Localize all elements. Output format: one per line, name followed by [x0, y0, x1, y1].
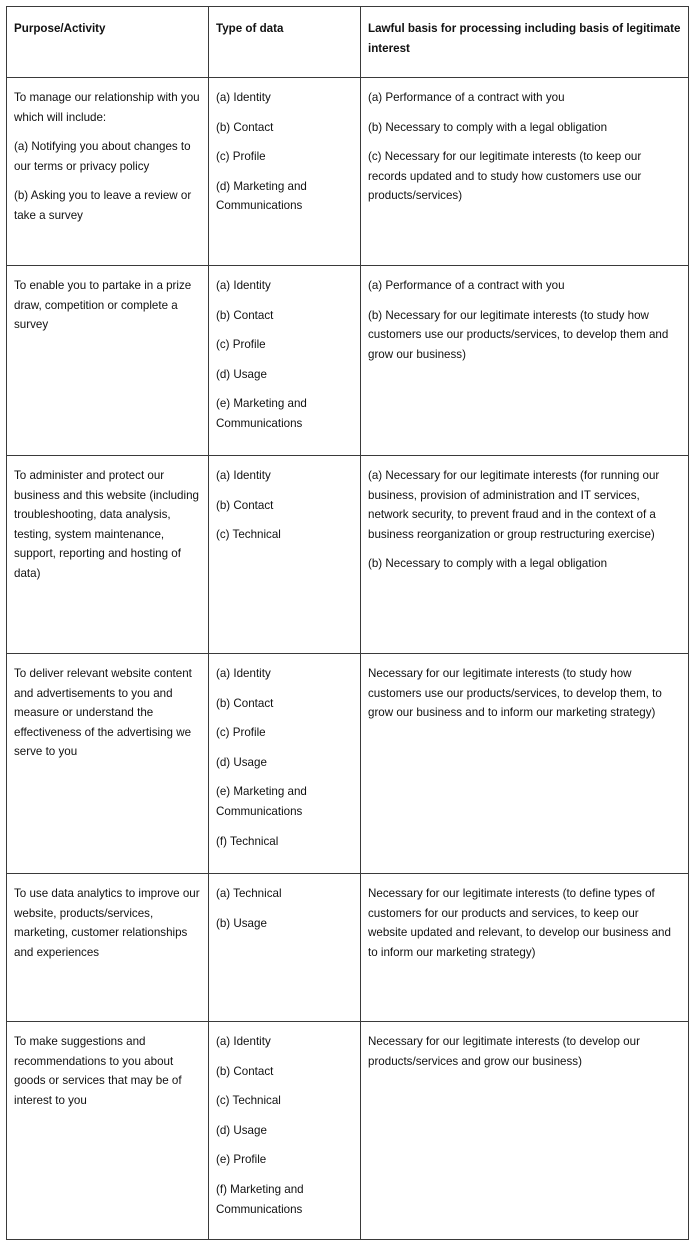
purpose-cell: [7, 78, 209, 266]
data-type-item: (d) Usage: [216, 1123, 267, 1137]
data-type-item: (a) Identity: [216, 667, 271, 680]
basis-cell: [361, 1022, 689, 1240]
data-type-item: (d) Usage: [216, 367, 267, 381]
data-type-item: (c) Profile: [216, 726, 266, 740]
data-type-item: (b) Contact: [216, 696, 274, 710]
data-type-item: (c) Technical: [216, 528, 281, 542]
table-row: [7, 266, 689, 456]
type-cell: [209, 874, 361, 1022]
header-type-of-data: Type of data: [209, 7, 361, 78]
basis-text: (a) Performance of a contract with you: [368, 279, 565, 292]
header-lawful-basis: Lawful basis for processing including basis of legitimate interest: [361, 7, 689, 78]
data-type-item: (d) Usage: [216, 755, 267, 769]
data-type-item: (a) Identity: [216, 91, 271, 104]
data-type-item: (c) Profile: [216, 338, 266, 352]
purpose-text: To enable you to partake in a prize draw, competition or complete a survey: [14, 279, 192, 332]
type-cell: [209, 456, 361, 654]
basis-text: Necessary for our legitimate interests (to develop our products/services and grow our business): [368, 1035, 640, 1068]
data-type-item: (b) Contact: [216, 120, 274, 134]
basis-cell: [361, 266, 689, 456]
header-purpose: Purpose/Activity: [7, 7, 209, 78]
purpose-text: (a) Notifying you about changes to our terms or privacy policy: [14, 140, 191, 173]
table-row: [7, 654, 689, 874]
table-row: [7, 874, 689, 1022]
data-type-item: (e) Marketing and Communications: [216, 397, 307, 430]
table-row: [7, 78, 689, 266]
basis-text: Necessary for our legitimate interests (to define types of customers for our products and services, to keep our website updated and relevant, to develop our business and to inform our marketing strategy): [368, 887, 671, 959]
basis-text: (c) Necessary for our legitimate interests (to keep our records updated and to study how customers use our products/services): [368, 150, 642, 203]
purpose-cell: [7, 266, 209, 456]
table-row: [7, 1022, 689, 1240]
basis-text: (b) Necessary for our legitimate interests (to study how customers use our products/services, to develop them and grow our business): [368, 308, 669, 361]
data-type-item: (b) Usage: [216, 916, 267, 930]
type-cell: [209, 78, 361, 266]
purpose-text: To manage our relationship with you which will include:: [14, 91, 200, 124]
data-type-item: (a) Identity: [216, 1035, 271, 1048]
purpose-cell: [7, 654, 209, 874]
data-type-item: (b) Contact: [216, 498, 274, 512]
data-type-item: (e) Marketing and Communications: [216, 785, 307, 818]
basis-cell: [361, 654, 689, 874]
data-type-item: (a) Technical: [216, 887, 282, 900]
header-row: [7, 7, 689, 78]
purpose-text: To make suggestions and recommendations to you about goods or services that may be of interest to you: [14, 1035, 182, 1107]
basis-cell: [361, 874, 689, 1022]
type-cell: [209, 654, 361, 874]
data-type-item: (a) Identity: [216, 469, 271, 482]
data-type-item: (d) Marketing and Communications: [216, 179, 307, 213]
data-type-item: (f) Marketing and Communications: [216, 1182, 304, 1216]
data-type-item: (a) Identity: [216, 279, 271, 292]
basis-cell: [361, 78, 689, 266]
basis-text: (b) Necessary to comply with a legal obligation: [368, 557, 608, 571]
purpose-cell: [7, 1022, 209, 1240]
data-type-item: (c) Technical: [216, 1094, 281, 1108]
lawful-basis-table: [6, 6, 689, 1240]
purpose-text: To deliver relevant website content and advertisements to you and measure or understand the effectiveness of the advertising we serve to you: [14, 667, 192, 759]
type-cell: [209, 266, 361, 456]
basis-text: (b) Necessary to comply with a legal obligation: [368, 120, 608, 134]
basis-text: (a) Necessary for our legitimate interests (for running our business, provision of administration and IT services, network security, to prevent fraud and in the context of a business reorganization or group restructuring exercise): [368, 469, 660, 541]
basis-cell: [361, 456, 689, 654]
type-cell: [209, 1022, 361, 1240]
data-type-item: (b) Contact: [216, 308, 274, 322]
data-type-item: (f) Technical: [216, 834, 279, 848]
purpose-text: (b) Asking you to leave a review or take a survey: [14, 189, 192, 222]
data-type-item: (e) Profile: [216, 1153, 267, 1167]
basis-text: (a) Performance of a contract with you: [368, 91, 565, 104]
purpose-text: To administer and protect our business and this website (including troubleshooting, data analysis, testing, system maintenance, support, reporting and hosting of data): [14, 469, 199, 580]
table-row: [7, 456, 689, 654]
purpose-text: To use data analytics to improve our website, products/services, marketing, customer relationships and experiences: [14, 887, 200, 959]
data-type-item: (b) Contact: [216, 1064, 274, 1078]
data-type-item: (c) Profile: [216, 150, 266, 164]
purpose-cell: [7, 874, 209, 1022]
basis-text: Necessary for our legitimate interests (to study how customers use our products/services, to develop them, to grow our business and to inform our marketing strategy): [368, 667, 662, 720]
purpose-cell: [7, 456, 209, 654]
